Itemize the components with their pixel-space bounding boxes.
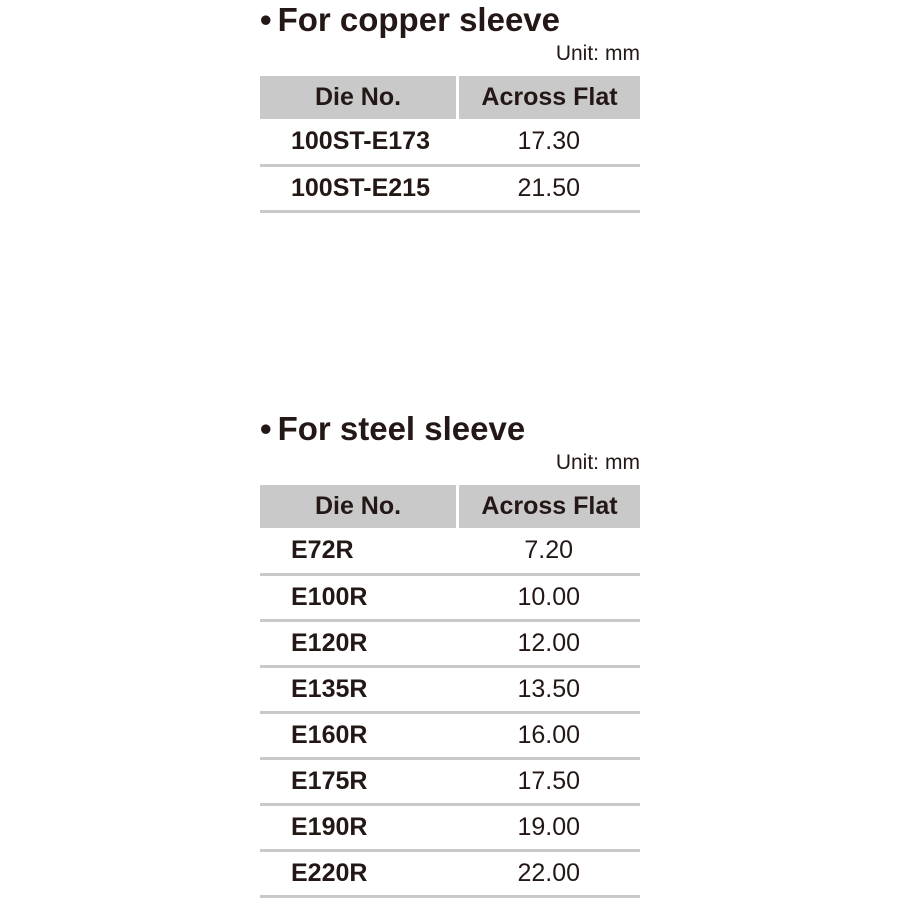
table-row	[260, 166, 640, 212]
unit-value: mm	[605, 451, 640, 474]
across-flat-cell: 19.00	[458, 805, 641, 851]
bullet-icon: •	[260, 1, 272, 38]
die-number-cell: E135R	[260, 667, 458, 713]
table-header-row	[260, 485, 640, 528]
table-row	[260, 805, 640, 851]
section-title-text: For copper sleeve	[277, 1, 561, 38]
table-row	[260, 759, 640, 805]
die-number-cell: 100ST-E215	[260, 166, 458, 212]
across-flat-cell: 16.00	[458, 713, 641, 759]
die-number-cell: E72R	[260, 528, 458, 575]
across-flat-cell: 17.30	[458, 119, 641, 166]
table-row	[260, 119, 640, 166]
table-row	[260, 528, 640, 575]
steel-sleeve-section	[260, 409, 640, 897]
unit-note	[556, 451, 640, 475]
across-flat-cell: 21.50	[458, 166, 641, 212]
section-title-copper	[260, 0, 560, 40]
unit-value: mm	[605, 42, 640, 65]
across-flat-cell: 22.00	[458, 851, 641, 897]
steel-die-table	[260, 485, 640, 898]
header-across-flat: Across Flat	[458, 76, 641, 119]
table-row	[260, 713, 640, 759]
table-header-row	[260, 76, 640, 119]
unit-note	[556, 42, 640, 66]
die-number-cell: E220R	[260, 851, 458, 897]
die-number-cell: E160R	[260, 713, 458, 759]
across-flat-cell: 10.00	[458, 575, 641, 621]
die-number-cell: E120R	[260, 621, 458, 667]
table-row	[260, 575, 640, 621]
section-title-steel	[260, 409, 525, 449]
copper-die-table	[260, 76, 640, 213]
section-title-text: For steel sleeve	[277, 410, 526, 447]
die-number-cell: E100R	[260, 575, 458, 621]
header-die-no: Die No.	[260, 485, 458, 528]
die-number-cell: E190R	[260, 805, 458, 851]
die-number-cell: E175R	[260, 759, 458, 805]
table-row	[260, 851, 640, 897]
across-flat-cell: 17.50	[458, 759, 641, 805]
header-die-no: Die No.	[260, 76, 458, 119]
unit-label: Unit:	[555, 451, 599, 474]
table-row	[260, 621, 640, 667]
bullet-icon: •	[260, 410, 272, 447]
across-flat-cell: 7.20	[458, 528, 641, 575]
header-across-flat: Across Flat	[458, 485, 641, 528]
copper-sleeve-section	[260, 0, 640, 215]
across-flat-cell: 13.50	[458, 667, 641, 713]
unit-label: Unit:	[555, 42, 599, 65]
die-number-cell: 100ST-E173	[260, 119, 458, 166]
table-row	[260, 667, 640, 713]
across-flat-cell: 12.00	[458, 621, 641, 667]
